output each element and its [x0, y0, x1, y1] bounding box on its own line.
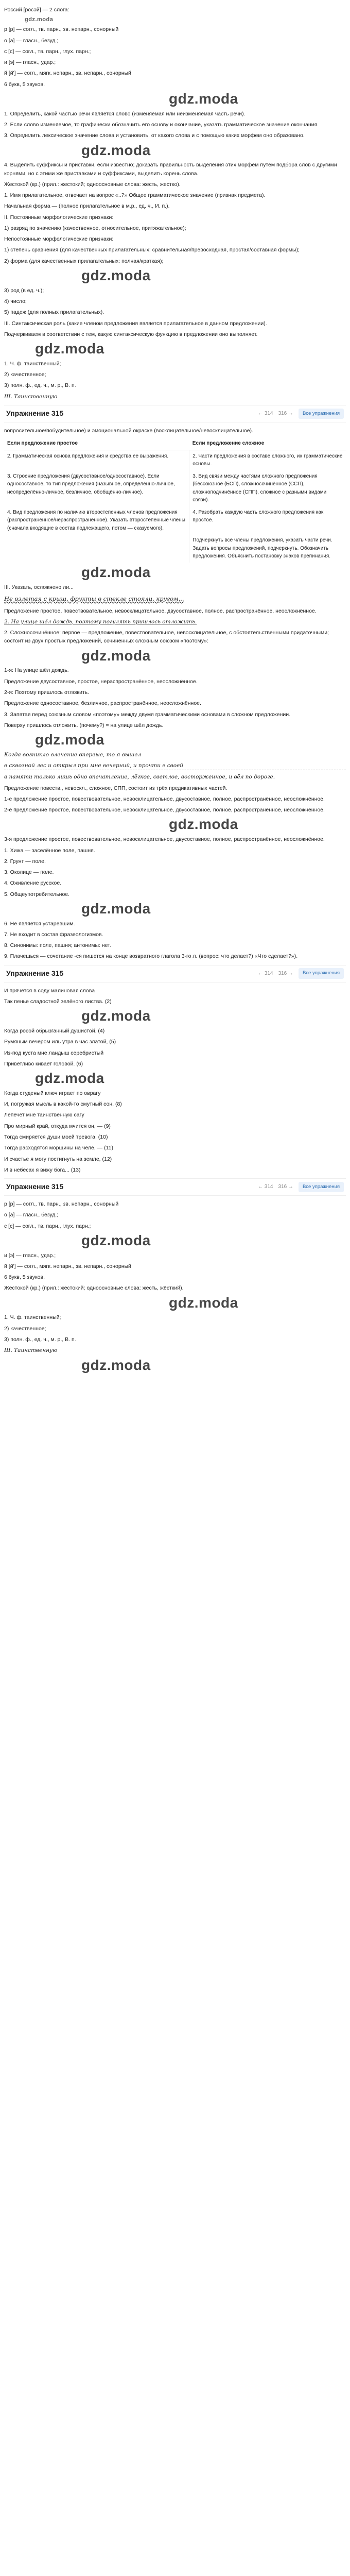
watermark: gdz.moda: [81, 1008, 151, 1024]
text-line: 1. Ч. ф. таинственный;: [4, 1314, 61, 1321]
text-line: III. Таинственную: [4, 1347, 58, 1354]
watermark: gdz.moda: [81, 564, 151, 580]
text-line: Предложение двусоставное, простое, нераспространённое, неосложнённое.: [4, 678, 198, 685]
comparison-table: [4, 437, 346, 563]
all-exercises-button[interactable]: Все упражнения: [299, 968, 344, 979]
prev-exercise-link[interactable]: ← 314: [258, 1184, 273, 1190]
text-line: вопросительное/побудительное) и эмоциональной окраске (восклицательное/невосклицательное).: [4, 427, 253, 434]
watermark: gdz.moda: [35, 732, 104, 748]
text-line: и [э] — гласн., удар.;: [4, 59, 56, 66]
watermark: gdz.moda: [25, 16, 54, 23]
watermark: gdz.moda: [81, 900, 151, 917]
watermark: gdz.moda: [169, 816, 238, 833]
watermark: gdz.moda: [35, 341, 104, 357]
text-line: 1-е предложение простое, повествовательное, невосклицательное, двусоставное, полное, распространённое, неосложнённое.: [4, 795, 325, 802]
text-line: Начальная форма — (полное прилагательное в м.р., ед. ч., И. п.).: [4, 203, 170, 210]
watermark: gdz.moda: [169, 90, 238, 107]
exercise-nav: [4, 405, 346, 422]
exercise-title: Упражнение 315: [6, 969, 64, 977]
table-cell: 3. Строение предложения (двусоставное/односоставное). Если односоставное, то тип предложения (назывное, определённо-личное, неопределённо-личное, безличное, обобщённо-личное).: [4, 470, 189, 506]
text-line: в сквозной лес и открыл при мне вечерний, и прочти в своей: [4, 761, 346, 770]
text-line: Когда студеный ключ играет по оврагу: [4, 1090, 101, 1096]
text-line: 2. Если слово изменяемое, то графически обозначить его основу и окончание, указать грамматическое значение окончания.: [4, 122, 319, 128]
text-line: 6 букв, 5 звуков.: [4, 81, 45, 88]
text-line: с [с] — согл., тв. парн., глух. парн.;: [4, 48, 91, 55]
text-line: 1) разряд по значению (качественное, относительное, притяжательное);: [4, 225, 186, 231]
table-cell: 4. Разобрать каждую часть сложного предложения как простое.: [192, 509, 324, 523]
sentence-scheme: Не взлетая с крыш, фрукты в стекле стояли, кругом...: [4, 595, 184, 602]
table-header: Если предложение простое: [4, 437, 189, 450]
text-line: Россий [росэй] — 2 слога:: [4, 7, 69, 13]
next-exercise-link[interactable]: 316 →: [278, 411, 293, 417]
text-line: Приветливо кивает головой. (6): [4, 1060, 83, 1067]
table-header-row: [4, 437, 346, 450]
text-line: 3-я предложение простое, повествовательное, невосклицательное, двусоставное, полное, распространённое, неосложнённое.: [4, 836, 325, 843]
table-cell: [4, 534, 189, 563]
text-line: 1. Ч. ф. таинственный;: [4, 360, 61, 367]
text-line: 3) полн. ф., ед. ч., м. р., В. п.: [4, 382, 76, 389]
text-line: 4. Оживление русское.: [4, 880, 62, 887]
text-line: 8. Синонимы: поле, пашня; антонимы: нет.: [4, 942, 111, 949]
text-line: III. Таинственную: [4, 393, 58, 400]
text-line: 2) качественное;: [4, 371, 46, 378]
text-line: 3) полн. ф., ед. ч., м. р., В. п.: [4, 1336, 76, 1343]
watermark: gdz.moda: [169, 1294, 238, 1311]
watermark: gdz.moda: [81, 142, 151, 158]
text-line: 5. Общеупотребительное.: [4, 891, 70, 897]
nav-controls: [258, 409, 344, 419]
text-line: 2. На улице шёл дождь, поэтому погулять пришлось отложить.: [4, 618, 197, 625]
text-line: р [р] — согл., тв. парн., зв. непарн., сонорный: [4, 1201, 119, 1208]
text-line: в памяти только лишь одно впечатление, лёгкое, светлое, восторженное, и вёл по дороге.: [4, 774, 275, 781]
watermark: gdz.moda: [81, 267, 151, 283]
text-line: 2. Грунт — поле.: [4, 858, 46, 865]
text-line: 2. Сложносочинённое: первое — предложение, повествовательное, невосклицательное, с обстоятельственными придаточными; состоит из двух простых предложений, сочиненных сложным союзом «поэтому»:: [4, 630, 329, 645]
table-header: Если предложение сложное: [189, 437, 346, 450]
text-line: 3. Определить лексическое значение слова и установить, от какого слова и с помощью каких морфем оно образовано.: [4, 132, 305, 139]
text-line: Тогда расходятся морщины на челе, — (11): [4, 1145, 113, 1151]
text-line: й [й'] — согл., мягк. непарн., зв. непарн., сонорный: [4, 1263, 131, 1269]
text-line: и [э] — гласн., удар.;: [4, 1252, 56, 1259]
text-line: Когда возникло влечение впервые, то я вышел: [4, 751, 142, 758]
table-row: [4, 534, 346, 563]
text-line: И счастье я могу постигнуть на земле, (12): [4, 1156, 112, 1162]
table-cell: 3. Вид связи между частями сложного предложения (бессоюзное (БСП), сложносочинённое (ССП), сложноподчинённое (СПП), сложное с разными видами связи).: [192, 473, 327, 503]
text-line: III. Указать, осложнено ли...: [4, 584, 74, 590]
text-line: Жестокой (кр.) (прил.: жестокий; одноосновные слова: жесть, жестко).: [4, 181, 181, 188]
all-exercises-button[interactable]: Все упражнения: [299, 1182, 344, 1193]
text-line: 2) качественное;: [4, 1325, 46, 1332]
text-line: II. Постоянные морфологические признаки:: [4, 214, 114, 221]
prev-exercise-link[interactable]: ← 314: [258, 970, 273, 976]
table-row: [4, 506, 346, 535]
text-line: с [с] — согл., тв. парн., глух. парн.;: [4, 1223, 91, 1229]
text-line: Лепечет мне таинственную сагу: [4, 1112, 84, 1118]
text-line: Когда росой обрызганный душистой. (4): [4, 1028, 105, 1035]
text-line: И в небесах я вижу бога... (13): [4, 1166, 81, 1173]
watermark: gdz.moda: [35, 1070, 104, 1087]
text-line: 1. Определить, какой частью речи является слово (изменяемая или неизменяемая часть речи).: [4, 110, 246, 117]
text-line: 1-я: На улице шёл дождь.: [4, 667, 69, 674]
nav-controls: [258, 968, 344, 979]
text-line: Так пенье сладостной зелёного листва. (2): [4, 998, 112, 1005]
text-line: 1. Хижа — заселённое поле, пашня.: [4, 847, 95, 854]
table-cell: 4. Вид предложения по наличию второстепенных членов предложения (распространённое/нераспространённое). Указать второстепенные члены (сначала входящие в состав подлежащего, потом — сказуемого).: [4, 506, 189, 535]
watermark: gdz.moda: [81, 647, 151, 664]
exercise-title: Упражнение 315: [6, 409, 64, 418]
text-line: о [а] — гласн., безуд.;: [4, 37, 59, 44]
text-line: Поверху пришлось отложить. (почему?) = на улице шёл дождь.: [4, 722, 164, 728]
exercise-nav: [4, 965, 346, 982]
nav-controls: [258, 1182, 344, 1193]
table-cell: Подчеркнуть все члены предложения, указать части речи. Задать вопросы предложений, подчеркнуть. Обозначить предложения. Объяснить постановку знаков препинания.: [192, 537, 332, 560]
text-line: 9. Плачешься — сочетание -ся пишется на конце возвратного глагола 3-го л. (вопрос: что делает?) «Что сделает?»).: [4, 953, 298, 960]
text-line: Непостоянные морфологические признаки:: [4, 236, 114, 243]
text-line: 7. Не входит в состав фразеологизмов.: [4, 931, 103, 938]
text-line: Румяным вечером иль утра в час златой, (5): [4, 1039, 116, 1045]
text-line: 4) число;: [4, 298, 27, 305]
text-line: Предложение односоставное, безличное, распространённое, неосложнённое.: [4, 700, 201, 707]
text-line: 6. Не является устаревшим.: [4, 920, 75, 927]
text-line: 5) падеж (для полных прилагательных).: [4, 309, 104, 316]
text-line: Предложение повеств., невоскл., сложное, СПП, состоит из трёх предикативных частей.: [4, 785, 227, 791]
text-line: 3) род (в ед. ч.);: [4, 287, 44, 294]
text-line: 1. Имя прилагательное, отвечает на вопрос «..?» Общее грамматическое значение (признак предмета).: [4, 192, 266, 199]
text-line: Предложение простое, повествовательное, невосклицательное, двусоставное, полное, распространённое, неосложнённое.: [4, 607, 317, 614]
text-line: Про мирный край, откуда мчится он, — (9): [4, 1123, 111, 1129]
text-line: И, погружая мысль в какой-то смутный сон, (8): [4, 1101, 122, 1108]
table-cell: 2. Части предложения в составе сложного, их грамматические основы.: [192, 453, 343, 467]
text-line: р [р] — согл., тв. парн., зв. непарн., сонорный: [4, 26, 119, 33]
text-line: 6 букв, 5 звуков.: [4, 1274, 45, 1281]
text-line: 3. Околице — поле.: [4, 869, 54, 876]
exercise-title: Упражнение 315: [6, 1182, 64, 1191]
text-line: 2) форма (для качественных прилагательных: полная/краткая);: [4, 258, 164, 264]
text-line: 1) степень сравнения (для качественных прилагательных: сравнительная/превосходная, простая/составная формы);: [4, 247, 300, 253]
text-line: о [а] — гласн., безуд.;: [4, 1212, 59, 1218]
watermark: gdz.moda: [81, 1357, 151, 1373]
text-line: Из-под куста мне ландыш серебристый: [4, 1049, 104, 1056]
text-line: 3. Запятая перед союзным словом «поэтому» между двумя грамматическими основами в сложном предложении.: [4, 711, 291, 718]
all-exercises-button[interactable]: Все упражнения: [299, 409, 344, 419]
text-line: Подчеркиваем в соответствии с тем, какую синтаксическую функцию в предложении оно выполняет.: [4, 331, 258, 337]
text-line: III. Синтаксическая роль (какие членом предложения является прилагательное в данном предложении).: [4, 320, 267, 327]
table-row: [4, 450, 346, 470]
text-line: й [й'] — согл., мягк. непарн., зв. непарн., сонорный: [4, 70, 131, 77]
table-row: [4, 470, 346, 506]
next-exercise-link[interactable]: 316 →: [278, 970, 293, 976]
watermark: gdz.moda: [81, 1232, 151, 1248]
text-line: 4. Выделить суффиксы и приставки, если известно; доказать правильность выделения этих морфем путем подбора слов с другими корнями, но с этими же приставками и суффиксами, выделить корень слова.: [4, 162, 337, 177]
table-cell: 2. Грамматическая основа предложения и средства ее выражения.: [4, 450, 189, 470]
prev-exercise-link[interactable]: ← 314: [258, 411, 273, 417]
text-line: Жестокой (кр.) (прил.: жестокий; одноосновные слова: жесть, жёсткий).: [4, 1285, 184, 1292]
exercise-nav: [4, 1178, 346, 1196]
text-line: 2-е предложение простое, повествовательное, невосклицательное, двусоставное, полное, распространённое, неосложнённое.: [4, 807, 325, 814]
next-exercise-link[interactable]: 316 →: [278, 1184, 293, 1190]
text-line: 2-я: Поэтому пришлось отложить.: [4, 689, 90, 696]
text-line: И прячется в соду малиновая слова: [4, 987, 95, 994]
text-line: Тогда смиряется души моей тревога, (10): [4, 1133, 108, 1140]
